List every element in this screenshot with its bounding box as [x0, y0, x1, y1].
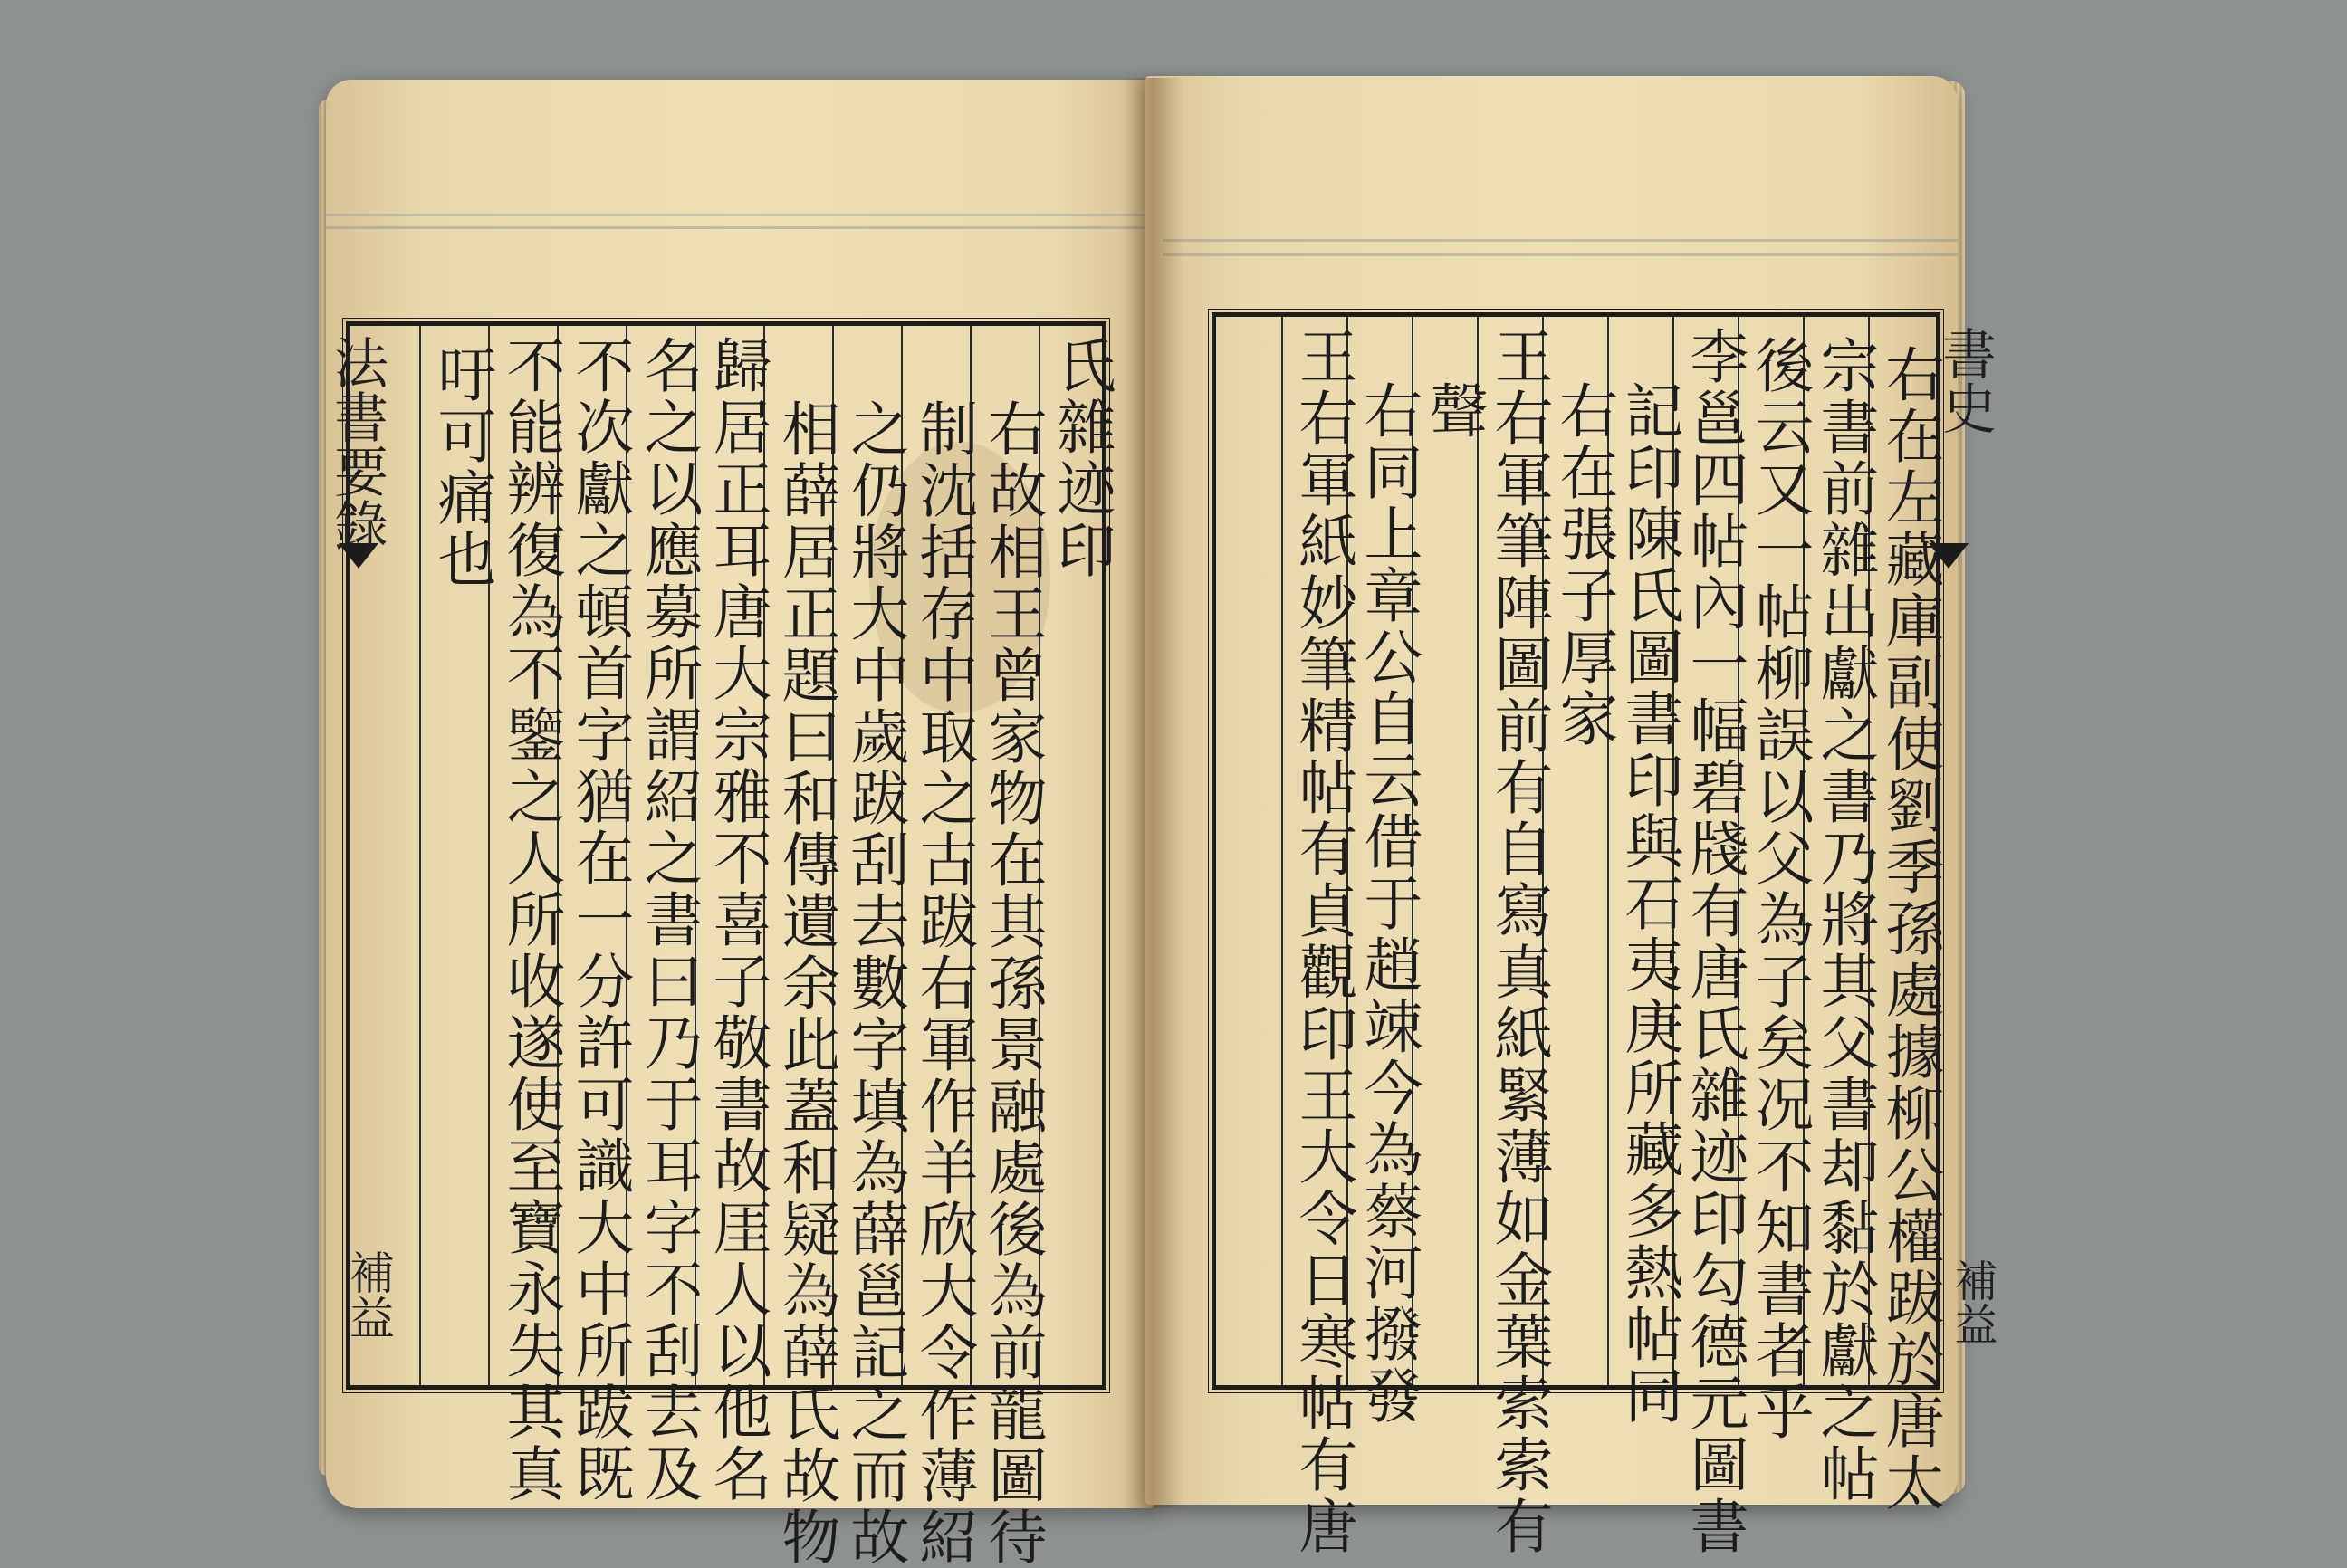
- right-column-4: 李邕四帖內一幅碧牋有唐氏雜迹印勾德元圖書: [1680, 326, 1748, 1557]
- right-column-8: 聲: [1419, 380, 1487, 442]
- right-text-frame: [1212, 312, 1943, 1557]
- book-gutter: [1121, 78, 1184, 1508]
- left-column-7: 名之以應募所謂紹之書曰乃于耳字不刮去及: [634, 335, 702, 1505]
- left-column-6: 歸居正耳唐大宗雅不喜子敬書故厓人以他名: [703, 335, 771, 1505]
- right-column-5: 記印陳氏圖書印與石夷庚所藏多熱帖同: [1614, 380, 1682, 1427]
- left-margin-title: 法書要錄: [325, 335, 388, 552]
- right-column-2: 宗書前雜出獻之書乃將其父書却黏於獻之帖: [1810, 335, 1878, 1505]
- left-text-frame: [346, 321, 1115, 1568]
- left-margin-bottom: 補益: [342, 1249, 395, 1340]
- right-margin-title: 書史: [1933, 326, 1997, 435]
- right-column-6: 右在張子厚家: [1549, 380, 1617, 750]
- left-column-9: 不能辨復為不鑒之人所收遂使至寶永失其真: [496, 335, 564, 1505]
- right-column-7: 王右軍筆陣圖前有自寫真紙緊薄如金葉索索有: [1484, 326, 1552, 1557]
- fishtail-mark-right: [1929, 543, 1969, 569]
- right-column-10: 王右軍紙妙筆精帖有貞觀印王大令日寒帖有唐: [1288, 326, 1356, 1557]
- left-column-5: 相薛居正題曰和傳遺余此蓋和疑為薛氏故物: [771, 398, 839, 1568]
- left-column-1: 氏雜迹印: [1047, 335, 1115, 581]
- right-column-3: 後云又一帖柳誤以父為子矣况不知書者乎: [1745, 335, 1813, 1443]
- right-margin-bottom: 補益: [1947, 1258, 1997, 1345]
- left-column-3: 制沈括存中取之古跋右軍作羊欣大令作薄紹: [909, 398, 977, 1568]
- left-column-2: 右故相王曾家物在其孫景融處後為前龍圖待: [978, 398, 1046, 1568]
- left-column-4: 之仍將大中歲跋刮去數字填為薛邕記之而故: [840, 398, 908, 1568]
- left-column-8: 不次獻之頓首字猶在一分許可識大中所跋既: [565, 335, 633, 1505]
- right-column-9: 右同上章公自云借于趙竦今為蔡河撥發: [1354, 380, 1422, 1427]
- right-column-1: 右在左藏庫副使劉季孫處據柳公權跋於唐太: [1875, 344, 1943, 1514]
- left-column-10: 吁可痛也: [427, 344, 495, 590]
